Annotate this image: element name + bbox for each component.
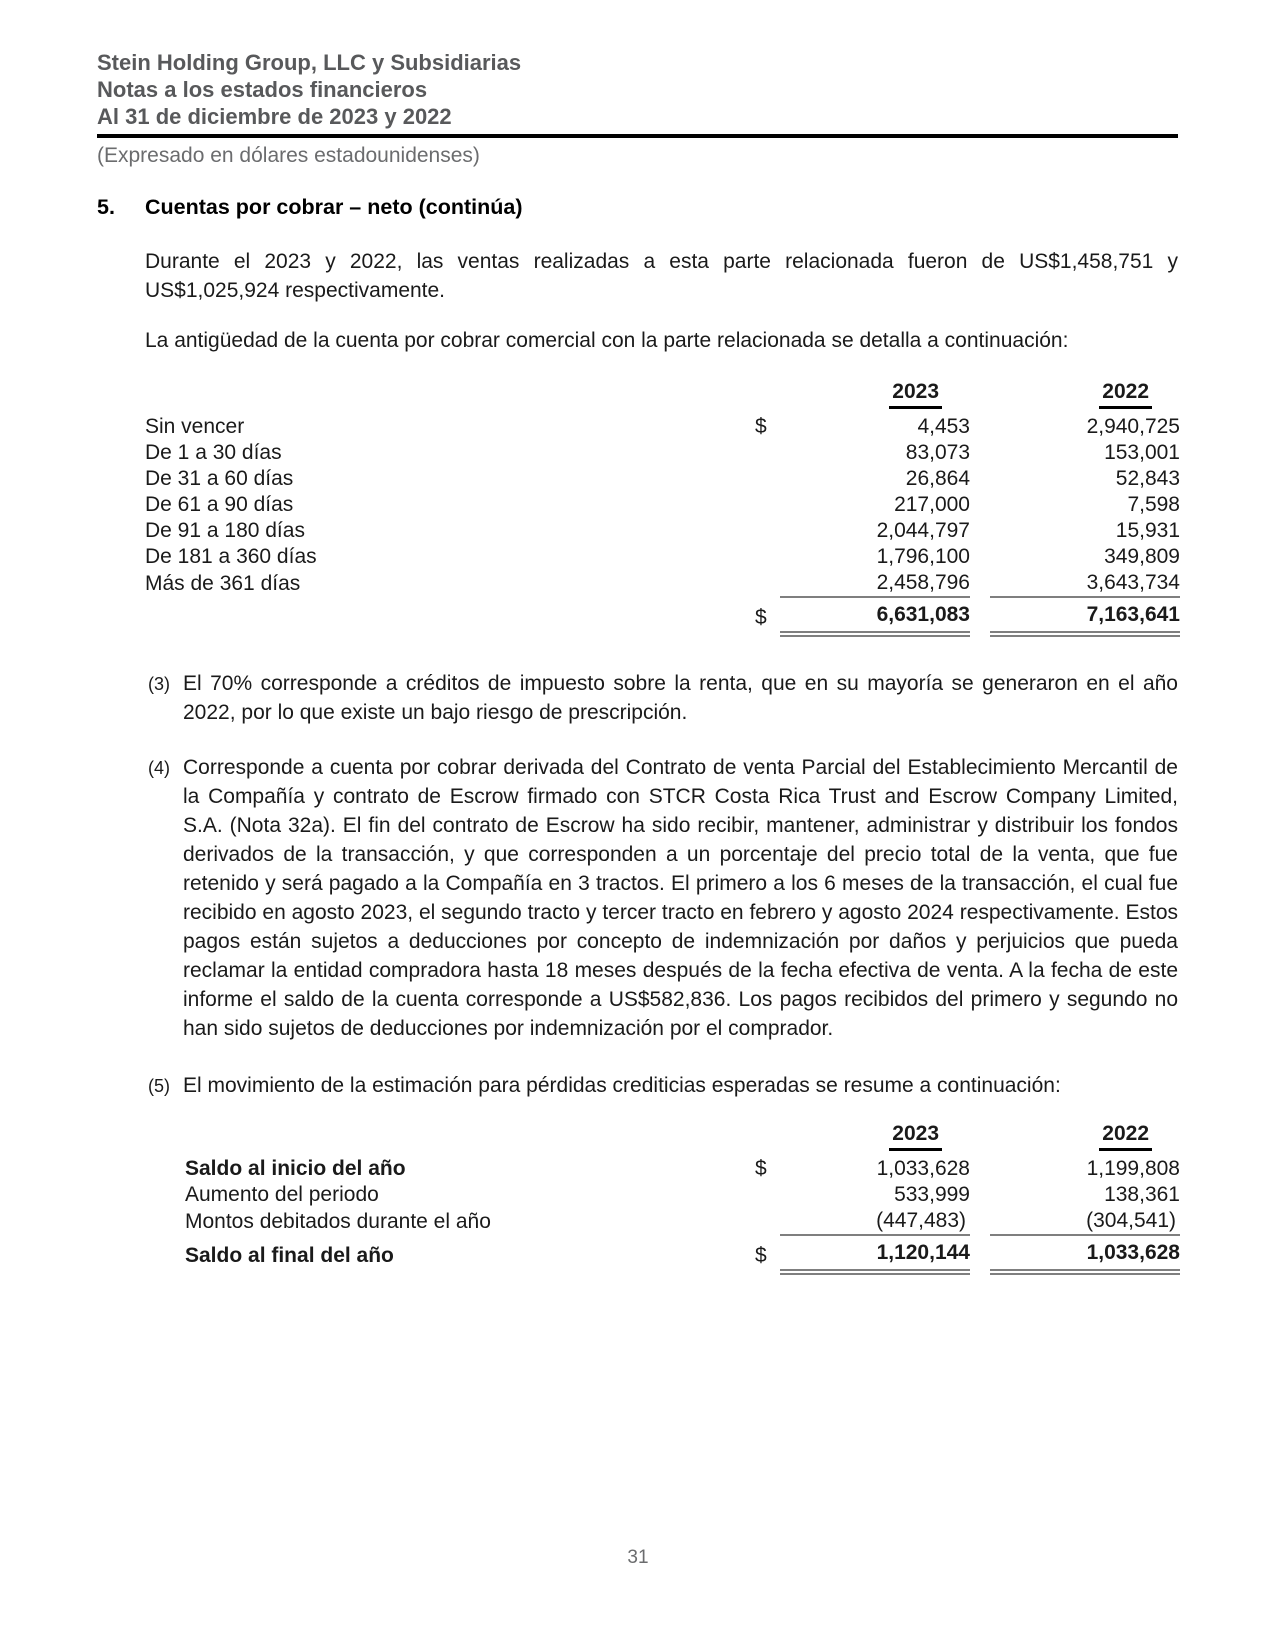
movement-row-label: Aumento del periodo [185,1183,379,1206]
note-5-text: El movimiento de la estimación para pérdidas crediticias esperadas se resume a continuación: [183,1074,1061,1097]
document-date-line: Al 31 de diciembre de 2023 y 2022 [97,104,452,129]
movement-value-2023: 1,120,144 [780,1235,970,1272]
aging-value-2022: 15,931 [1115,519,1180,542]
company-name: Stein Holding Group, LLC y Subsidiarias [97,50,522,75]
section-number: 5. [97,195,115,219]
document-header [97,49,1178,168]
note-3-number: (3) [148,674,170,694]
aging-row-label: De 1 a 30 días [145,441,282,464]
page-number: 31 [627,1547,649,1568]
credit-loss-movement-table [185,1121,1180,1275]
movement-value-2023: 533,999 [894,1183,970,1206]
movement-table-header-row [185,1121,1180,1156]
table-row [145,414,1180,440]
note-4-number: (4) [148,758,170,778]
aging-value-2022: 2,940,725 [1086,415,1180,438]
aging-row-label: Sin vencer [145,415,245,438]
currency-symbol: $ [755,415,767,438]
table-row [145,570,1180,597]
note-4 [148,753,1178,1043]
aging-total-2022: 7,163,641 [990,597,1180,634]
aging-row-label: De 91 a 180 días [145,519,305,542]
movement-value-2022: 1,033,628 [990,1235,1180,1272]
sales-paragraph: Durante el 2023 y 2022, las ventas realizadas a esta parte relacionada fueron de US$1,458,751 y US$1,025,924 respectivamente. [145,250,1178,302]
movement-col-2022: 2022 [990,1121,1180,1156]
aging-value-2022: 153,001 [1104,441,1180,464]
table-row [145,518,1180,544]
currency-symbol: $ [755,1157,767,1180]
aging-value-2023: 2,044,797 [876,519,970,542]
aging-value-2023: 83,073 [905,441,970,464]
aging-col-2023: 2023 [780,379,970,414]
table-row [185,1182,1180,1208]
aging-row-label: De 31 a 60 días [145,467,294,490]
aging-row-label: De 181 a 360 días [145,545,317,568]
movement-value-2022: (304,541) [990,1208,1180,1235]
aging-value-2023: 2,458,796 [780,570,970,597]
movement-row-label: Montos debitados durante el año [185,1210,491,1233]
aging-total-2023: 6,631,083 [780,597,970,634]
aging-value-2022: 52,843 [1115,467,1180,490]
note-4-text: Corresponde a cuenta por cobrar derivada del Contrato de venta Parcial del Establecimiento Mercantil de la Compañía y contrato de Escrow firmado con STCR Costa Rica Trust and Escrow Company Limited, S.A. (Nota 32a). El fin del contrato de Escrow ha sido recibir, mantener, administrar y distribuir los fondos derivados de la transacción, y que corresponden a un porcentaje del precio total de la venta, que fue retenido y será pagado a la Compañía en 3 tractos. El primero a los 6 meses de la transacción, el cual fue recibido en agosto 2023, el segundo tracto y tercer tracto en febrero y agosto 2024 respectivamente. Estos pagos están sujetos a deducciones por concepto de indemnización por daños y perjuicios que pueda reclamar la entidad compradora hasta 18 meses después de la fecha efectiva de venta. A la fecha de este informe el saldo de la cuenta corresponde a US$582,836. Los pagos recibidos del primero y segundo no han sido sujetos de deducciones por indemnización por el comprador. [183,756,1178,1040]
note-3 [148,669,1178,727]
currency-note: (Expresado en dólares estadounidenses) [97,144,480,167]
aging-header-spacer [145,379,755,414]
movement-value-2022: 138,361 [1104,1183,1180,1206]
aging-value-2022: 349,809 [1104,545,1180,568]
section-heading [97,194,1178,220]
aging-value-2023: 217,000 [894,493,970,516]
aging-col-2022: 2022 [990,379,1180,414]
table-row [145,440,1180,466]
movement-col-2023: 2023 [780,1121,970,1156]
aging-table [145,379,1180,637]
header-rule [97,134,1178,138]
aging-intro-paragraph: La antigüedad de la cuenta por cobrar comercial con la parte relacionada se detalla a continuación: [145,329,1069,352]
currency-symbol: $ [755,606,767,629]
movement-value-2023: (447,483) [780,1208,970,1235]
aging-row-label: Más de 361 días [145,572,301,595]
aging-value-2023: 26,864 [905,467,970,490]
note-3-text: El 70% corresponde a créditos de impuesto sobre la renta, que en su mayoría se generaron en el año 2022, por lo que existe un bajo riesgo de prescripción. [183,672,1178,724]
table-row [185,1208,1180,1235]
table-row [185,1156,1180,1182]
section-title: Cuentas por cobrar – neto (continúa) [145,195,523,219]
aging-value-2023: 1,796,100 [876,545,970,568]
table-row [145,492,1180,518]
movement-row-label: Saldo al inicio del año [185,1157,406,1180]
movement-value-2022: 1,199,808 [1086,1157,1180,1180]
note-5 [148,1071,1178,1101]
aging-total-row [145,597,1180,634]
table-row [145,466,1180,492]
movement-row-label: Saldo al final del año [185,1244,394,1267]
note-5-number: (5) [148,1076,170,1096]
aging-value-2023: 4,453 [917,415,970,438]
aging-value-2022: 3,643,734 [990,570,1180,597]
aging-value-2022: 7,598 [1127,493,1180,516]
movement-value-2023: 1,033,628 [876,1157,970,1180]
aging-row-label: De 61 a 90 días [145,493,294,516]
currency-symbol: $ [755,1244,767,1267]
table-row [145,544,1180,570]
document-title: Notas a los estados financieros [97,77,428,102]
movement-total-row [185,1235,1180,1272]
aging-table-header-row [145,379,1180,414]
